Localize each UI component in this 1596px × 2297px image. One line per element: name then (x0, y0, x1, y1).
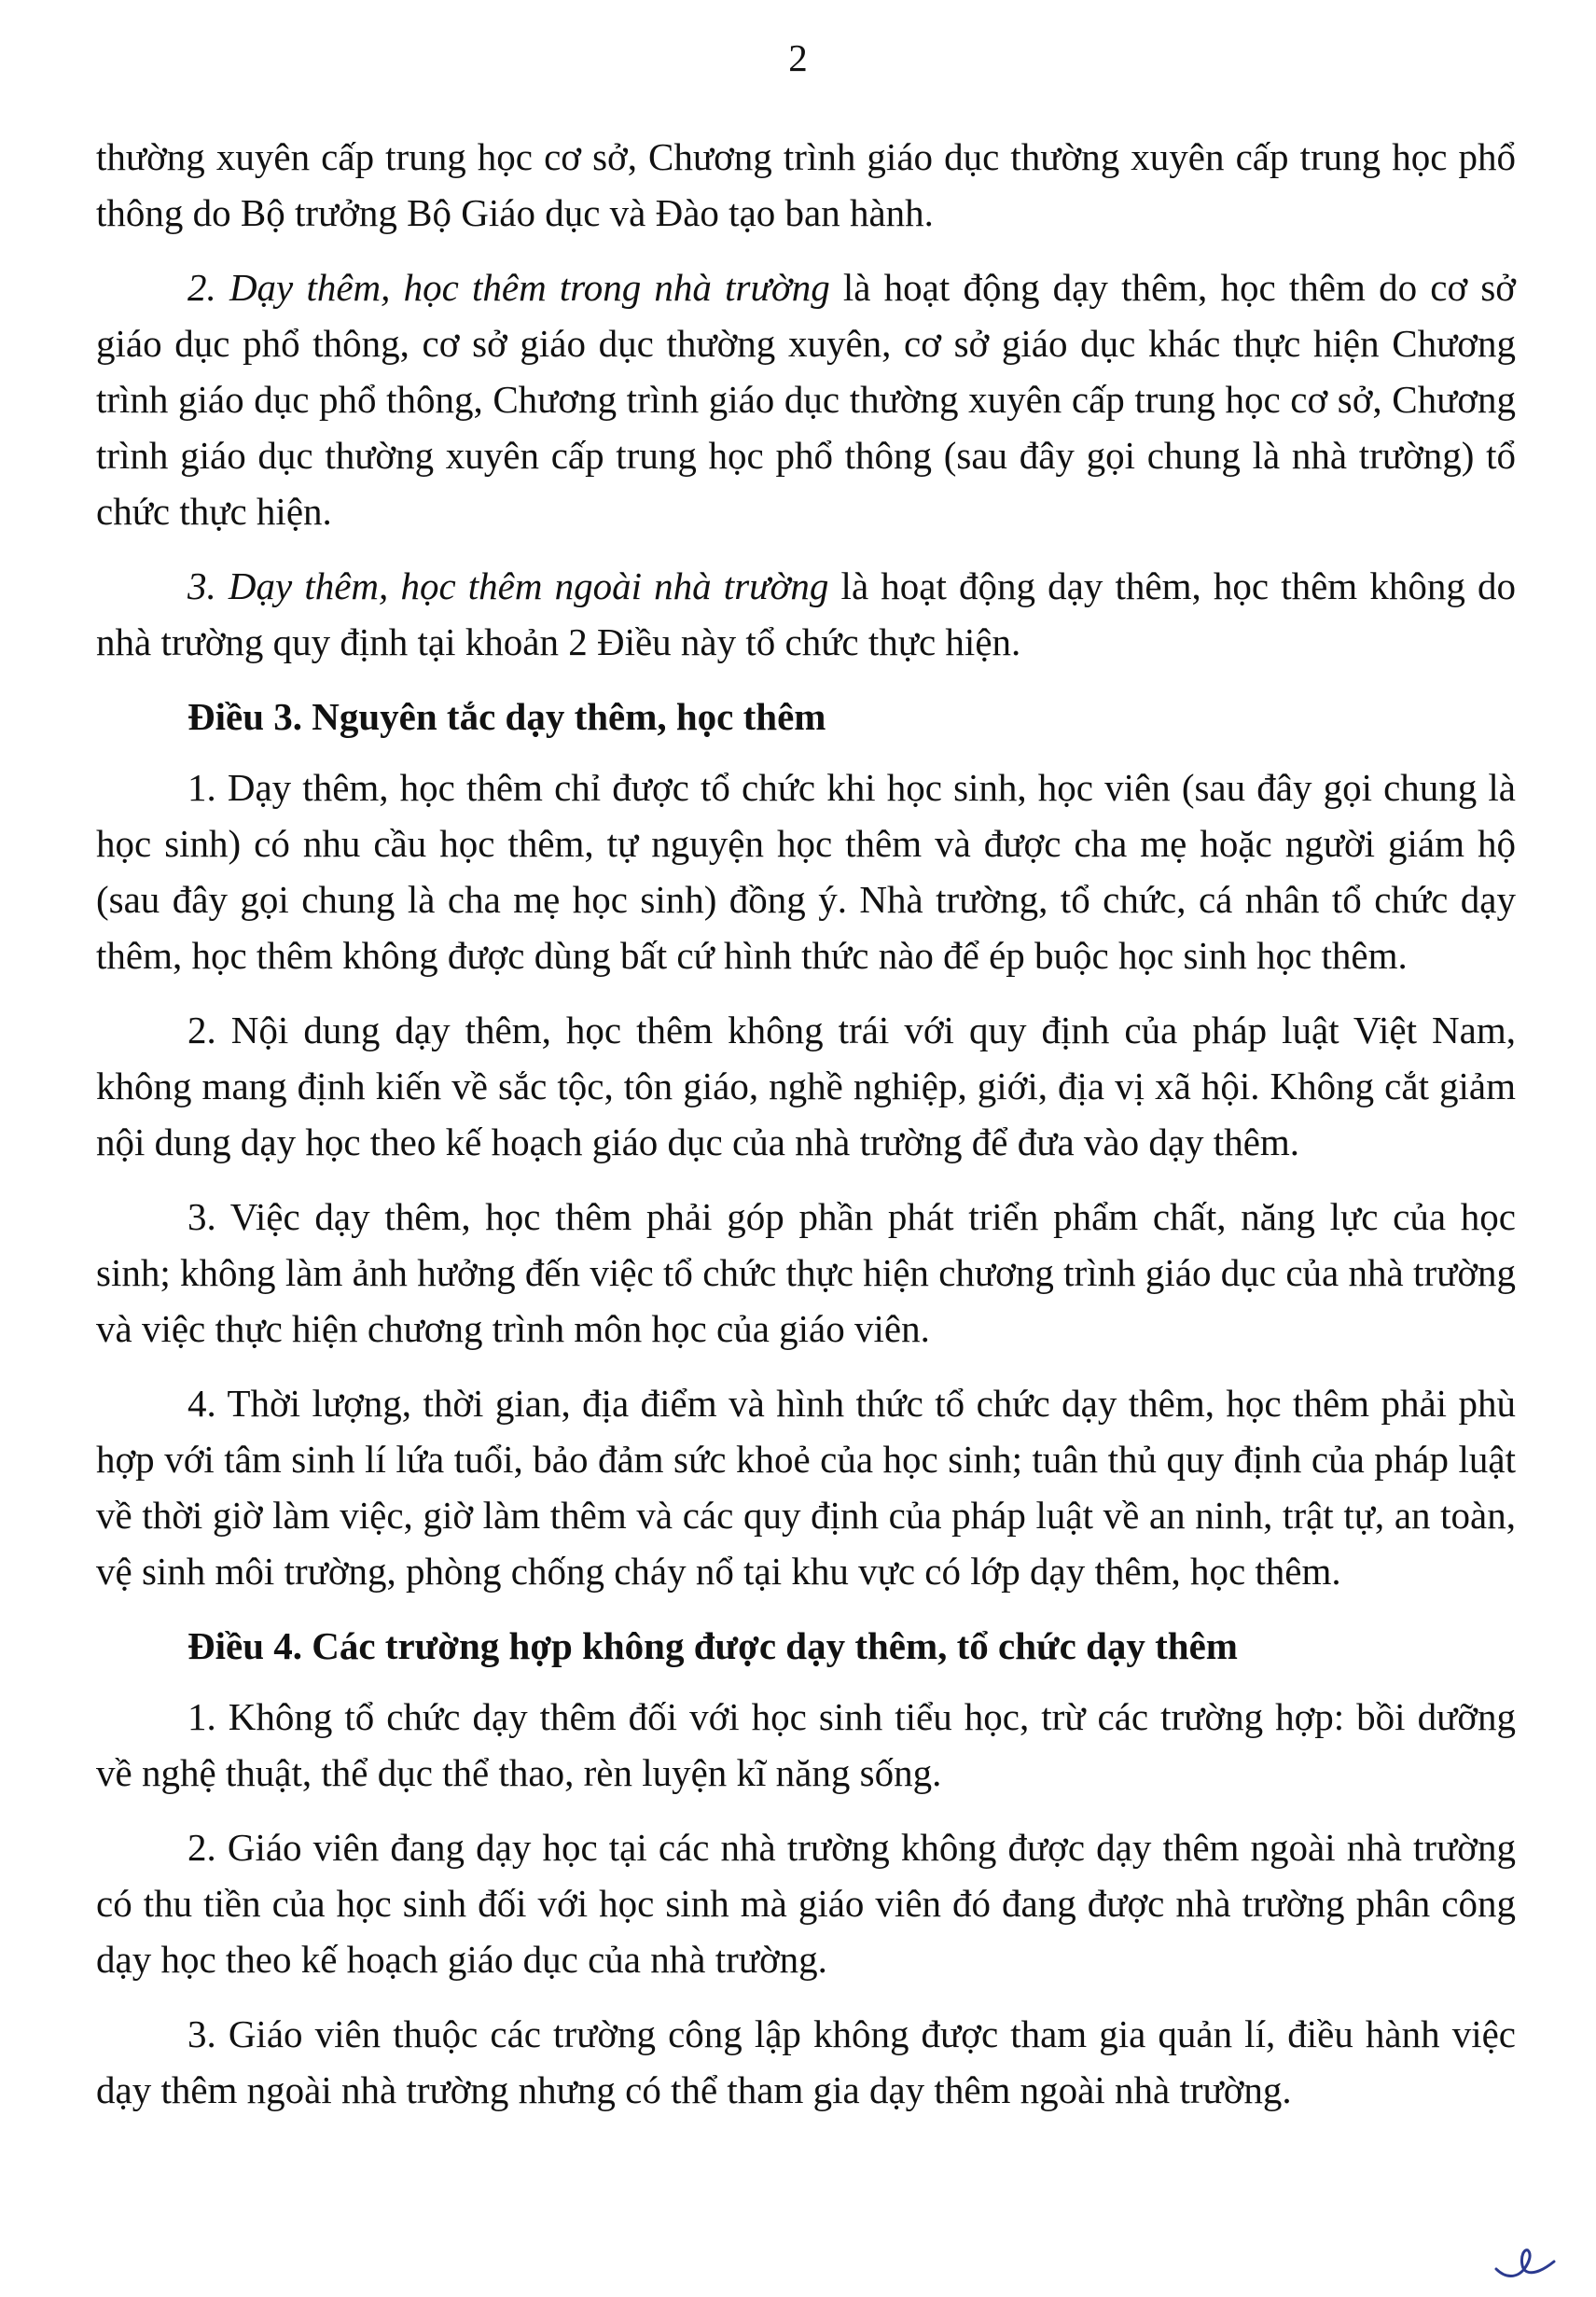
term-outside-school: 3. Dạy thêm, học thêm ngoài nhà trường (187, 564, 829, 607)
definition-text: là hoạt động dạy thêm, học thêm do cơ sở giáo dục phổ thông, cơ sở giáo dục thường xuyên, cơ sở giáo dục khác thực hiện Chương trình giáo dục phổ thông, Chương trình giáo dục thường xuyên cấp trung học cơ sở, Chương trình giáo dục thường xuyên cấp trung học phổ thông (sau đây gọi chung là nhà trường) tổ chức thực hiện. (96, 266, 1516, 533)
article-4-heading: Điều 4. Các trường hợp không được dạy thêm, tổ chức dạy thêm (187, 1624, 1238, 1667)
article-4-clause-3: 3. Giáo viên thuộc các trường công lập không được tham gia quản lí, điều hành việc dạy thêm ngoài nhà trường nhưng có thể tham gia dạy thêm ngoài nhà trường. (96, 2012, 1516, 2111)
clause-2-definition (96, 259, 1516, 539)
definition-text: là hoạt động dạy thêm, học thêm không do nhà trường quy định tại khoản 2 Điều này tổ chức thực hiện. (96, 564, 1516, 663)
page-number: 2 (788, 36, 808, 79)
initial-mark-icon (1492, 2241, 1558, 2282)
article-3-heading: Điều 3. Nguyên tắc dạy thêm, học thêm (187, 695, 826, 738)
clause-3-definition (96, 558, 1516, 670)
term-in-school: 2. Dạy thêm, học thêm trong nhà trường (187, 266, 830, 309)
article-3-clause-1: 1. Dạy thêm, học thêm chỉ được tổ chức khi học sinh, học viên (sau đây gọi chung là học sinh) có nhu cầu học thêm, tự nguyện học thêm và được cha mẹ hoặc người giám hộ (sau đây gọi chung là cha mẹ học sinh) đồng ý. Nhà trường, tổ chức, cá nhân tổ chức dạy thêm, học thêm không được dùng bất cứ hình thức nào để ép buộc học sinh học thêm. (96, 766, 1516, 977)
article-4-clause-2: 2. Giáo viên đang dạy học tại các nhà trường không được dạy thêm ngoài nhà trường có thu tiền của học sinh đối với học sinh mà giáo viên đó đang được nhà trường phân công dạy học theo kế hoạch giáo dục của nhà trường. (96, 1826, 1516, 1981)
paragraph-continuation: thường xuyên cấp trung học cơ sở, Chương trình giáo dục thường xuyên cấp trung học phổ thông do Bộ trưởng Bộ Giáo dục và Đào tạo ban hành. (96, 135, 1516, 234)
article-3-clause-2: 2. Nội dung dạy thêm, học thêm không trái với quy định của pháp luật Việt Nam, không mang định kiến về sắc tộc, tôn giáo, nghề nghiệp, giới, địa vị xã hội. Không cắt giảm nội dung dạy học theo kế hoạch giáo dục của nhà trường để đưa vào dạy thêm. (96, 1009, 1516, 1163)
document-body (96, 129, 1516, 2137)
article-4-clause-1: 1. Không tổ chức dạy thêm đối với học sinh tiểu học, trừ các trường hợp: bồi dưỡng về nghệ thuật, thể dục thể thao, rèn luyện kĩ năng sống. (96, 1695, 1516, 1794)
article-3-clause-3: 3. Việc dạy thêm, học thêm phải góp phần phát triển phẩm chất, năng lực của học sinh; không làm ảnh hưởng đến việc tổ chức thực hiện chương trình giáo dục của nhà trường và việc thực hiện chương trình môn học của giáo viên. (96, 1195, 1516, 1350)
article-3-clause-4: 4. Thời lượng, thời gian, địa điểm và hình thức tổ chức dạy thêm, học thêm phải phù hợp với tâm sinh lí lứa tuổi, bảo đảm sức khoẻ của học sinh; tuân thủ quy định của pháp luật về thời giờ làm việc, giờ làm thêm và các quy định của pháp luật về an ninh, trật tự, an toàn, vệ sinh môi trường, phòng chống cháy nổ tại khu vực có lớp dạy thêm, học thêm. (96, 1382, 1516, 1593)
